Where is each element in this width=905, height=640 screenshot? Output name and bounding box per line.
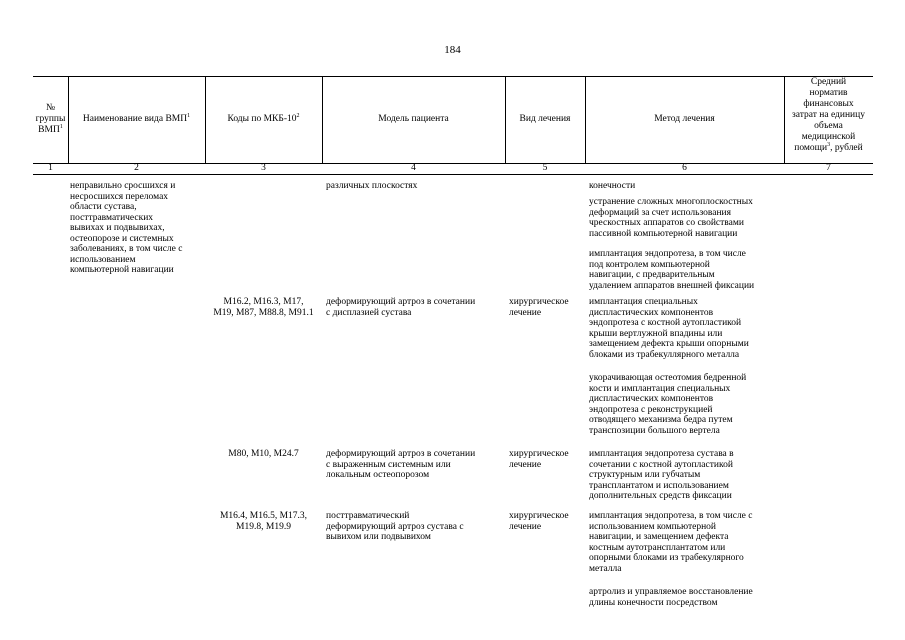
- icd-codes-cell: M16.2, M16.3, M17, M19, M87, M88.8, M91.1: [213, 297, 314, 318]
- icd-codes-cell: M16.4, M16.5, M17.3, M19.8, M19.9: [219, 511, 308, 532]
- method-text: укорачивающая остеотомия бедренной кости и имплантация специальных диспластических компонентов эндопротеза с реконструкцией отводящего механизма бедра путем транспозиции большого вертела: [589, 373, 747, 436]
- header-group-number: № группы ВМП$^1$: [35, 103, 66, 135]
- treatment-type-cell: хирургическое лечение: [509, 449, 569, 470]
- column-number: 3: [261, 163, 266, 173]
- header-cost-norm: Средний норматив финансовых затрат на единицу объема медицинской помощи$^3$, рублей: [792, 77, 865, 153]
- patient-model-cell: посттравматический деформирующий артроз сустава с вывихом или подвывихом: [326, 511, 464, 542]
- page-number: 184: [444, 44, 461, 56]
- method-text: конечности: [589, 181, 636, 191]
- method-text: имплантация эндопротеза, в том числе под контролем компьютерной навигации, с предварительным удалением аппаратов внешней фиксации: [589, 249, 755, 291]
- header-icd-codes: Коды по МКБ-$10^2$: [227, 112, 300, 124]
- method-text: артролиз и управляемое восстановление длины конечности посредством: [589, 587, 753, 608]
- column-number: 4: [411, 163, 416, 173]
- patient-model-cell: деформирующий артроз в сочетании с дисплазией сустава: [326, 297, 476, 318]
- header-treatment-type: Вид лечения: [519, 114, 571, 124]
- patient-model-continuation: различных плоскостях: [326, 181, 418, 191]
- header-vmp-name: Наименование вида ВМП$^1$: [82, 112, 191, 124]
- treatment-type-cell: хирургическое лечение: [509, 511, 569, 532]
- method-text: имплантация специальных диспластических компонентов эндопротеза с костной аутопластикой крыши вертлужной впадины или замещением дефекта крыши опорными блоками из трабекуллярного металла: [589, 297, 749, 360]
- column-number: 2: [134, 163, 139, 173]
- method-text: устранение сложных многоплоскостных деформаций за счет использования чрескостных аппаратов со свойствами пассивной компьютерной навигации: [589, 197, 753, 239]
- header-treatment-method: Метод лечения: [654, 114, 715, 124]
- method-text: имплантация эндопротеза, в том числе с использованием компьютерной навигации, и замещением дефекта костным аутотрансплантатом или опорными блоками из трабекулярного металла: [589, 511, 753, 574]
- header-patient-model: Модель пациента: [378, 114, 449, 124]
- column-number: 6: [682, 163, 687, 173]
- treatment-type-cell: хирургическое лечение: [509, 297, 569, 318]
- number-row-bottom-border: [33, 174, 873, 175]
- patient-model-cell: деформирующий артроз в сочетании с выраженным системным или локальным остеопорозом: [326, 449, 476, 480]
- column-number: 7: [826, 163, 831, 173]
- method-text: имплантация эндопротеза сустава в сочетании с костной аутопластикой структурным или губчатым трансплантатом и использованием дополнительных средств фиксации: [589, 449, 734, 501]
- icd-codes-cell: M80, M10, M24.7: [228, 449, 299, 459]
- vmp-name-continuation: неправильно сросшихся и несросшихся переломах области сустава, посттравматических вывихах и подвывихах, остеопорозе и системных заболеваниях, в том числе с использованием компьютерной навигации: [70, 181, 183, 275]
- column-number: 5: [542, 163, 548, 173]
- column-number: 1: [48, 163, 53, 173]
